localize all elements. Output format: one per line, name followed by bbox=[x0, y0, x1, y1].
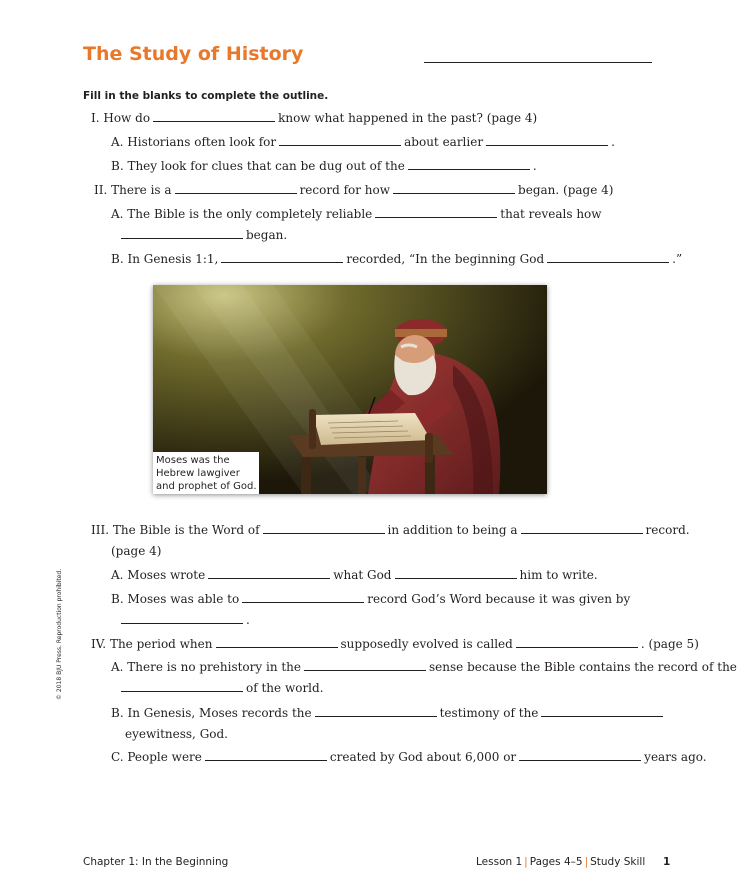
outline-item-IV-A-cont: of the world. bbox=[121, 680, 324, 696]
outline-item-I: I. How do know what happened in the past? (page 4) bbox=[91, 111, 538, 125]
blank-line[interactable] bbox=[315, 705, 437, 717]
blank-line[interactable] bbox=[216, 636, 338, 648]
blank-line[interactable] bbox=[121, 680, 243, 692]
outline-item-II-B: B. In Genesis 1:1, recorded, “In the beginning God .” bbox=[111, 252, 683, 266]
blank-line[interactable] bbox=[175, 182, 297, 194]
instructions: Fill in the blanks to complete the outline. bbox=[83, 90, 329, 102]
copyright-notice: © 2018 BJU Press. Reproduction prohibited. bbox=[56, 568, 63, 700]
footer-chapter: Chapter 1: In the Beginning bbox=[83, 856, 229, 868]
footer-skill: Study Skill bbox=[590, 856, 646, 868]
footer-lesson-info bbox=[476, 856, 645, 868]
blank-line[interactable] bbox=[208, 567, 330, 579]
outline-item-III-A: A. Moses wrote what God him to write. bbox=[111, 568, 598, 582]
outline-item-II: II. There is a record for how began. (page 4) bbox=[94, 183, 614, 197]
outline-item-IV-C: C. People were created by God about 6,000 or years ago. bbox=[111, 750, 707, 764]
outline-item-IV: IV. The period when supposedly evolved is called . (page 5) bbox=[91, 637, 699, 651]
outline-item-IV-B: B. In Genesis, Moses records the testimony of the bbox=[111, 705, 666, 721]
footer-separator: | bbox=[524, 856, 528, 868]
footer-lesson: Lesson 1 bbox=[476, 856, 523, 868]
outline-item-III-page: (page 4) bbox=[111, 544, 162, 558]
outline-item-II-A-cont: began. bbox=[121, 227, 287, 243]
footer-pages: Pages 4–5 bbox=[529, 856, 583, 868]
blank-line[interactable] bbox=[121, 612, 243, 624]
outline-item-III: III. The Bible is the Word of in addition to being a record. bbox=[91, 523, 690, 537]
blank-line[interactable] bbox=[547, 251, 669, 263]
blank-line[interactable] bbox=[486, 134, 608, 146]
blank-line[interactable] bbox=[519, 749, 641, 761]
blank-line[interactable] bbox=[516, 636, 638, 648]
blank-line[interactable] bbox=[279, 134, 401, 146]
blank-line[interactable] bbox=[263, 522, 385, 534]
outline-item-I-B: B. They look for clues that can be dug out of the . bbox=[111, 159, 537, 173]
footer-separator: | bbox=[584, 856, 589, 868]
blank-line[interactable] bbox=[408, 158, 530, 170]
blank-line[interactable] bbox=[121, 227, 243, 239]
blank-line[interactable] bbox=[205, 749, 327, 761]
page-title: The Study of History bbox=[83, 43, 304, 65]
outline-item-III-B: B. Moses was able to record God’s Word because it was given by bbox=[111, 592, 631, 606]
illustration-caption: Moses was the Hebrew lawgiver and prophet of God. bbox=[153, 452, 259, 494]
blank-line[interactable] bbox=[541, 705, 663, 717]
outline-item-IV-B-cont: eyewitness, God. bbox=[125, 727, 228, 741]
blank-line[interactable] bbox=[304, 659, 426, 671]
blank-line[interactable] bbox=[375, 206, 497, 218]
outline-item-III-B-cont: . bbox=[121, 612, 250, 628]
blank-line[interactable] bbox=[395, 567, 517, 579]
page-number: 1 bbox=[663, 856, 671, 868]
name-blank-line[interactable] bbox=[424, 62, 652, 63]
outline-item-IV-A: A. There is no prehistory in the sense because the Bible contains the record of the bbox=[111, 660, 737, 674]
blank-line[interactable] bbox=[393, 182, 515, 194]
outline-item-II-A: A. The Bible is the only completely reliable that reveals how bbox=[111, 207, 602, 221]
outline-item-I-A: A. Historians often look for about earlier . bbox=[111, 135, 615, 149]
blank-line[interactable] bbox=[153, 110, 275, 122]
blank-line[interactable] bbox=[221, 251, 343, 263]
blank-line[interactable] bbox=[242, 591, 364, 603]
blank-line[interactable] bbox=[521, 522, 643, 534]
